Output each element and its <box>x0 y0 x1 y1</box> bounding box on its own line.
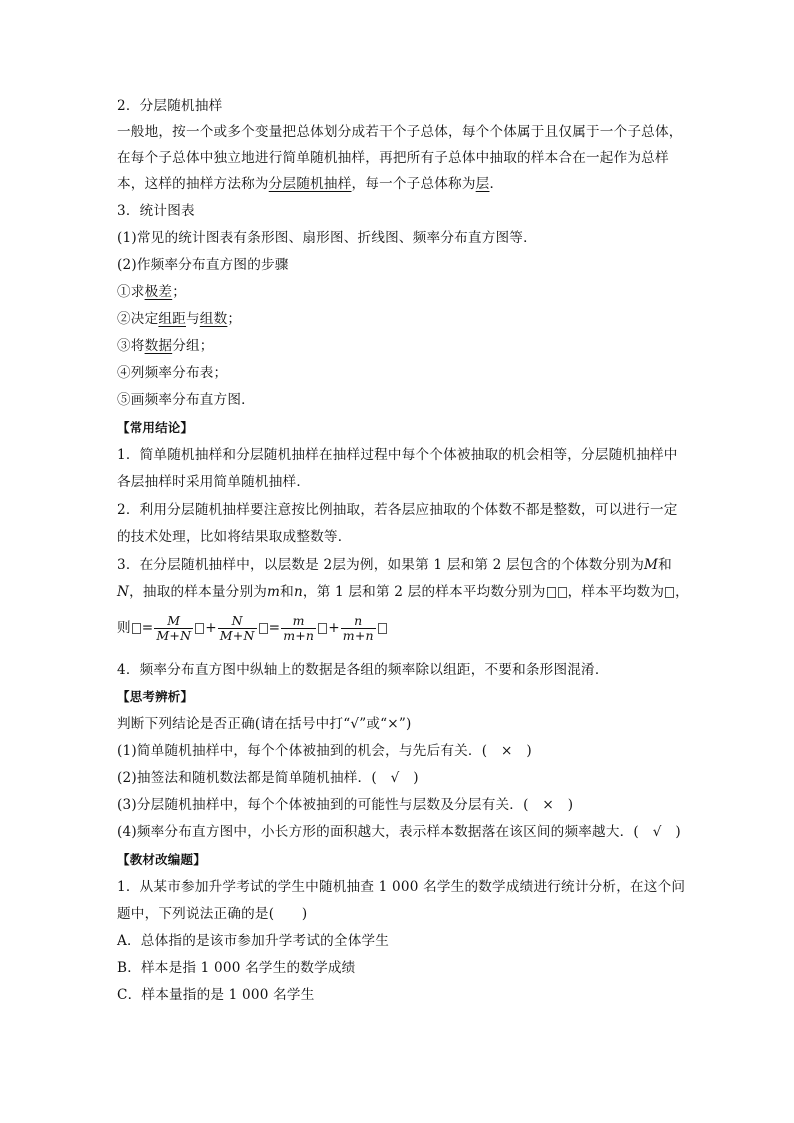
missing-glyph-icon <box>318 623 327 634</box>
paragraph-line <box>117 174 503 194</box>
missing-glyph-icon <box>558 587 567 598</box>
heading-common-conclusions <box>117 418 193 438</box>
text: ； <box>227 311 242 327</box>
underlined-term: 数据 <box>144 338 173 354</box>
text: 各层抽样时采用简单随机抽样． <box>117 474 311 490</box>
fraction-denominator: m+n <box>342 628 374 643</box>
fraction-denominator: M+N <box>156 628 192 643</box>
fraction-denominator: M+N <box>219 628 255 643</box>
paragraph-line <box>117 148 669 168</box>
text: = <box>141 620 154 636</box>
formula-line <box>117 613 388 643</box>
math-var: n <box>293 584 303 600</box>
paragraph-line <box>117 555 672 575</box>
underlined-term: 组距 <box>158 311 186 327</box>
text: 2．利用分层随机抽样要注意按比例抽取，若各层应抽取的个体数不都是整数，可以进行一定 <box>117 502 678 518</box>
text: C．样本量指的是 1 000 名学生 <box>117 987 315 1003</box>
text: 分组； <box>172 338 214 354</box>
underlined-term: 组数 <box>199 311 228 327</box>
text: + <box>205 620 217 636</box>
missing-glyph-icon <box>259 623 268 634</box>
paragraph-line <box>117 660 609 680</box>
missing-glyph-icon <box>195 623 204 634</box>
fraction <box>281 614 316 643</box>
math-var: m <box>267 584 281 600</box>
text: (2)抽签法和随机数法都是简单随机抽样．( √ ) <box>117 770 419 786</box>
text: B．样本是指 1 000 名学生的数学成绩 <box>117 960 356 976</box>
text: + <box>328 620 340 636</box>
list-item <box>117 309 241 329</box>
missing-glyph-icon <box>665 587 674 598</box>
text: ； <box>172 284 186 300</box>
option-b <box>117 958 355 978</box>
heading-think-and-judge <box>117 687 193 707</box>
question-line <box>117 904 307 924</box>
text: 与 <box>185 311 200 327</box>
fraction-denominator: m+n <box>283 628 315 643</box>
text: 【教材改编题】 <box>117 852 206 867</box>
text: ，样本平均数为 <box>567 584 665 600</box>
text: ①求 <box>117 284 145 300</box>
text: ，每一个子总体称为 <box>351 176 476 192</box>
judgment-item <box>117 768 419 788</box>
text: 在每个子总体中独立地进行简单随机抽样，再把所有子总体中抽取的样本合在一起作为总样 <box>117 150 669 166</box>
fraction <box>154 614 193 643</box>
section-heading-stratified-sampling <box>117 96 222 116</box>
list-item <box>117 282 186 302</box>
text: 4．频率分布直方图中纵轴上的数据是各组的频率除以组距，不要和条形图混淆． <box>117 662 609 678</box>
text: ， <box>675 584 689 600</box>
text: (1)常见的统计图表有条形图、扇形图、折线图、频率分布直方图等． <box>117 230 537 246</box>
paragraph-line <box>117 445 678 465</box>
text: 和 <box>658 557 672 573</box>
text: ⑤画频率分布直方图． <box>117 392 255 408</box>
text: 判断下列结论是否正确(请在括号中打“√”或“×”) <box>117 716 412 732</box>
missing-glyph-icon <box>378 623 387 634</box>
judgment-item <box>117 741 532 761</box>
text: ②决定 <box>117 311 159 327</box>
option-c <box>117 985 315 1005</box>
text: ④列频率分布表； <box>117 365 228 381</box>
paragraph-line <box>117 255 289 275</box>
paragraph-line <box>117 582 689 602</box>
list-item <box>117 363 227 383</box>
heading-textbook-adapted <box>117 850 206 870</box>
fraction <box>218 614 257 643</box>
text: = <box>268 620 281 636</box>
paragraph-line <box>117 714 412 734</box>
paragraph-line <box>117 122 683 142</box>
text: ． <box>489 176 504 192</box>
missing-glyph-icon <box>547 587 556 598</box>
text: A．总体指的是该市参加升学考试的全体学生 <box>117 933 390 949</box>
fraction-numerator: M <box>154 614 193 629</box>
text: 一般地，按一个或多个变量把总体划分成若干个子总体，每个个体属于且仅属于一个子总体， <box>117 124 683 140</box>
list-item <box>117 336 214 356</box>
section-heading-statistical-charts <box>117 201 195 221</box>
fraction-numerator: N <box>218 614 257 629</box>
text: 题中，下列说法正确的是( ) <box>117 906 308 922</box>
text: 本，这样的抽样方法称为 <box>117 176 269 192</box>
text: 3．在分层随机抽样中，以层数是 2层为例，如果第 1 层和第 2 层包含的个体数分别为 <box>117 557 644 573</box>
underlined-term: 层 <box>475 176 490 192</box>
missing-glyph-icon <box>132 623 141 634</box>
text: 2．分层随机抽样 <box>117 98 223 114</box>
paragraph-line <box>117 228 537 248</box>
text: 【常用结论】 <box>117 420 194 435</box>
paragraph-line <box>117 527 352 547</box>
text: (3)分层随机抽样中，每个个体被抽到的可能性与层数及分层有关．( × ) <box>117 797 574 813</box>
text: 则 <box>117 620 131 636</box>
math-var: M <box>644 557 659 573</box>
math-var: N <box>117 584 130 600</box>
judgment-item <box>117 795 573 815</box>
paragraph-line <box>117 472 310 492</box>
fraction <box>341 614 376 643</box>
text: 的技术处理，比如将结果取成整数等． <box>117 529 352 545</box>
underlined-term: 分层随机抽样 <box>268 176 352 192</box>
fraction-numerator: n <box>341 614 376 629</box>
list-item <box>117 390 255 410</box>
text: (2)作频率分布直方图的步骤 <box>117 257 289 273</box>
option-a <box>117 931 389 951</box>
question-line <box>117 877 685 897</box>
text: 1．从某市参加升学考试的学生中随机抽查 1 000 名学生的数学成绩进行统计分析，在这个问 <box>117 879 686 895</box>
text: 和 <box>280 584 294 600</box>
text: 1．简单随机抽样和分层随机抽样在抽样过程中每个个体被抽取的机会相等，分层随机抽样中 <box>117 447 678 463</box>
underlined-term: 极差 <box>144 284 173 300</box>
fraction-numerator: m <box>281 614 316 629</box>
text: ，第 1 层和第 2 层的样本平均数分别为 <box>302 584 546 600</box>
text: (4)频率分布直方图中，小长方形的面积越大，表示样本数据落在该区间的频率越大．( √ ) <box>117 824 681 840</box>
text: (1)简单随机抽样中，每个个体被抽到的机会，与先后有关．( × ) <box>117 743 532 759</box>
text: 3．统计图表 <box>117 203 195 219</box>
paragraph-line <box>117 500 678 520</box>
text: 【思考辨析】 <box>117 689 194 704</box>
judgment-item <box>117 822 681 842</box>
text: ③将 <box>117 338 145 354</box>
text: ，抽取的样本量分别为 <box>129 584 268 600</box>
